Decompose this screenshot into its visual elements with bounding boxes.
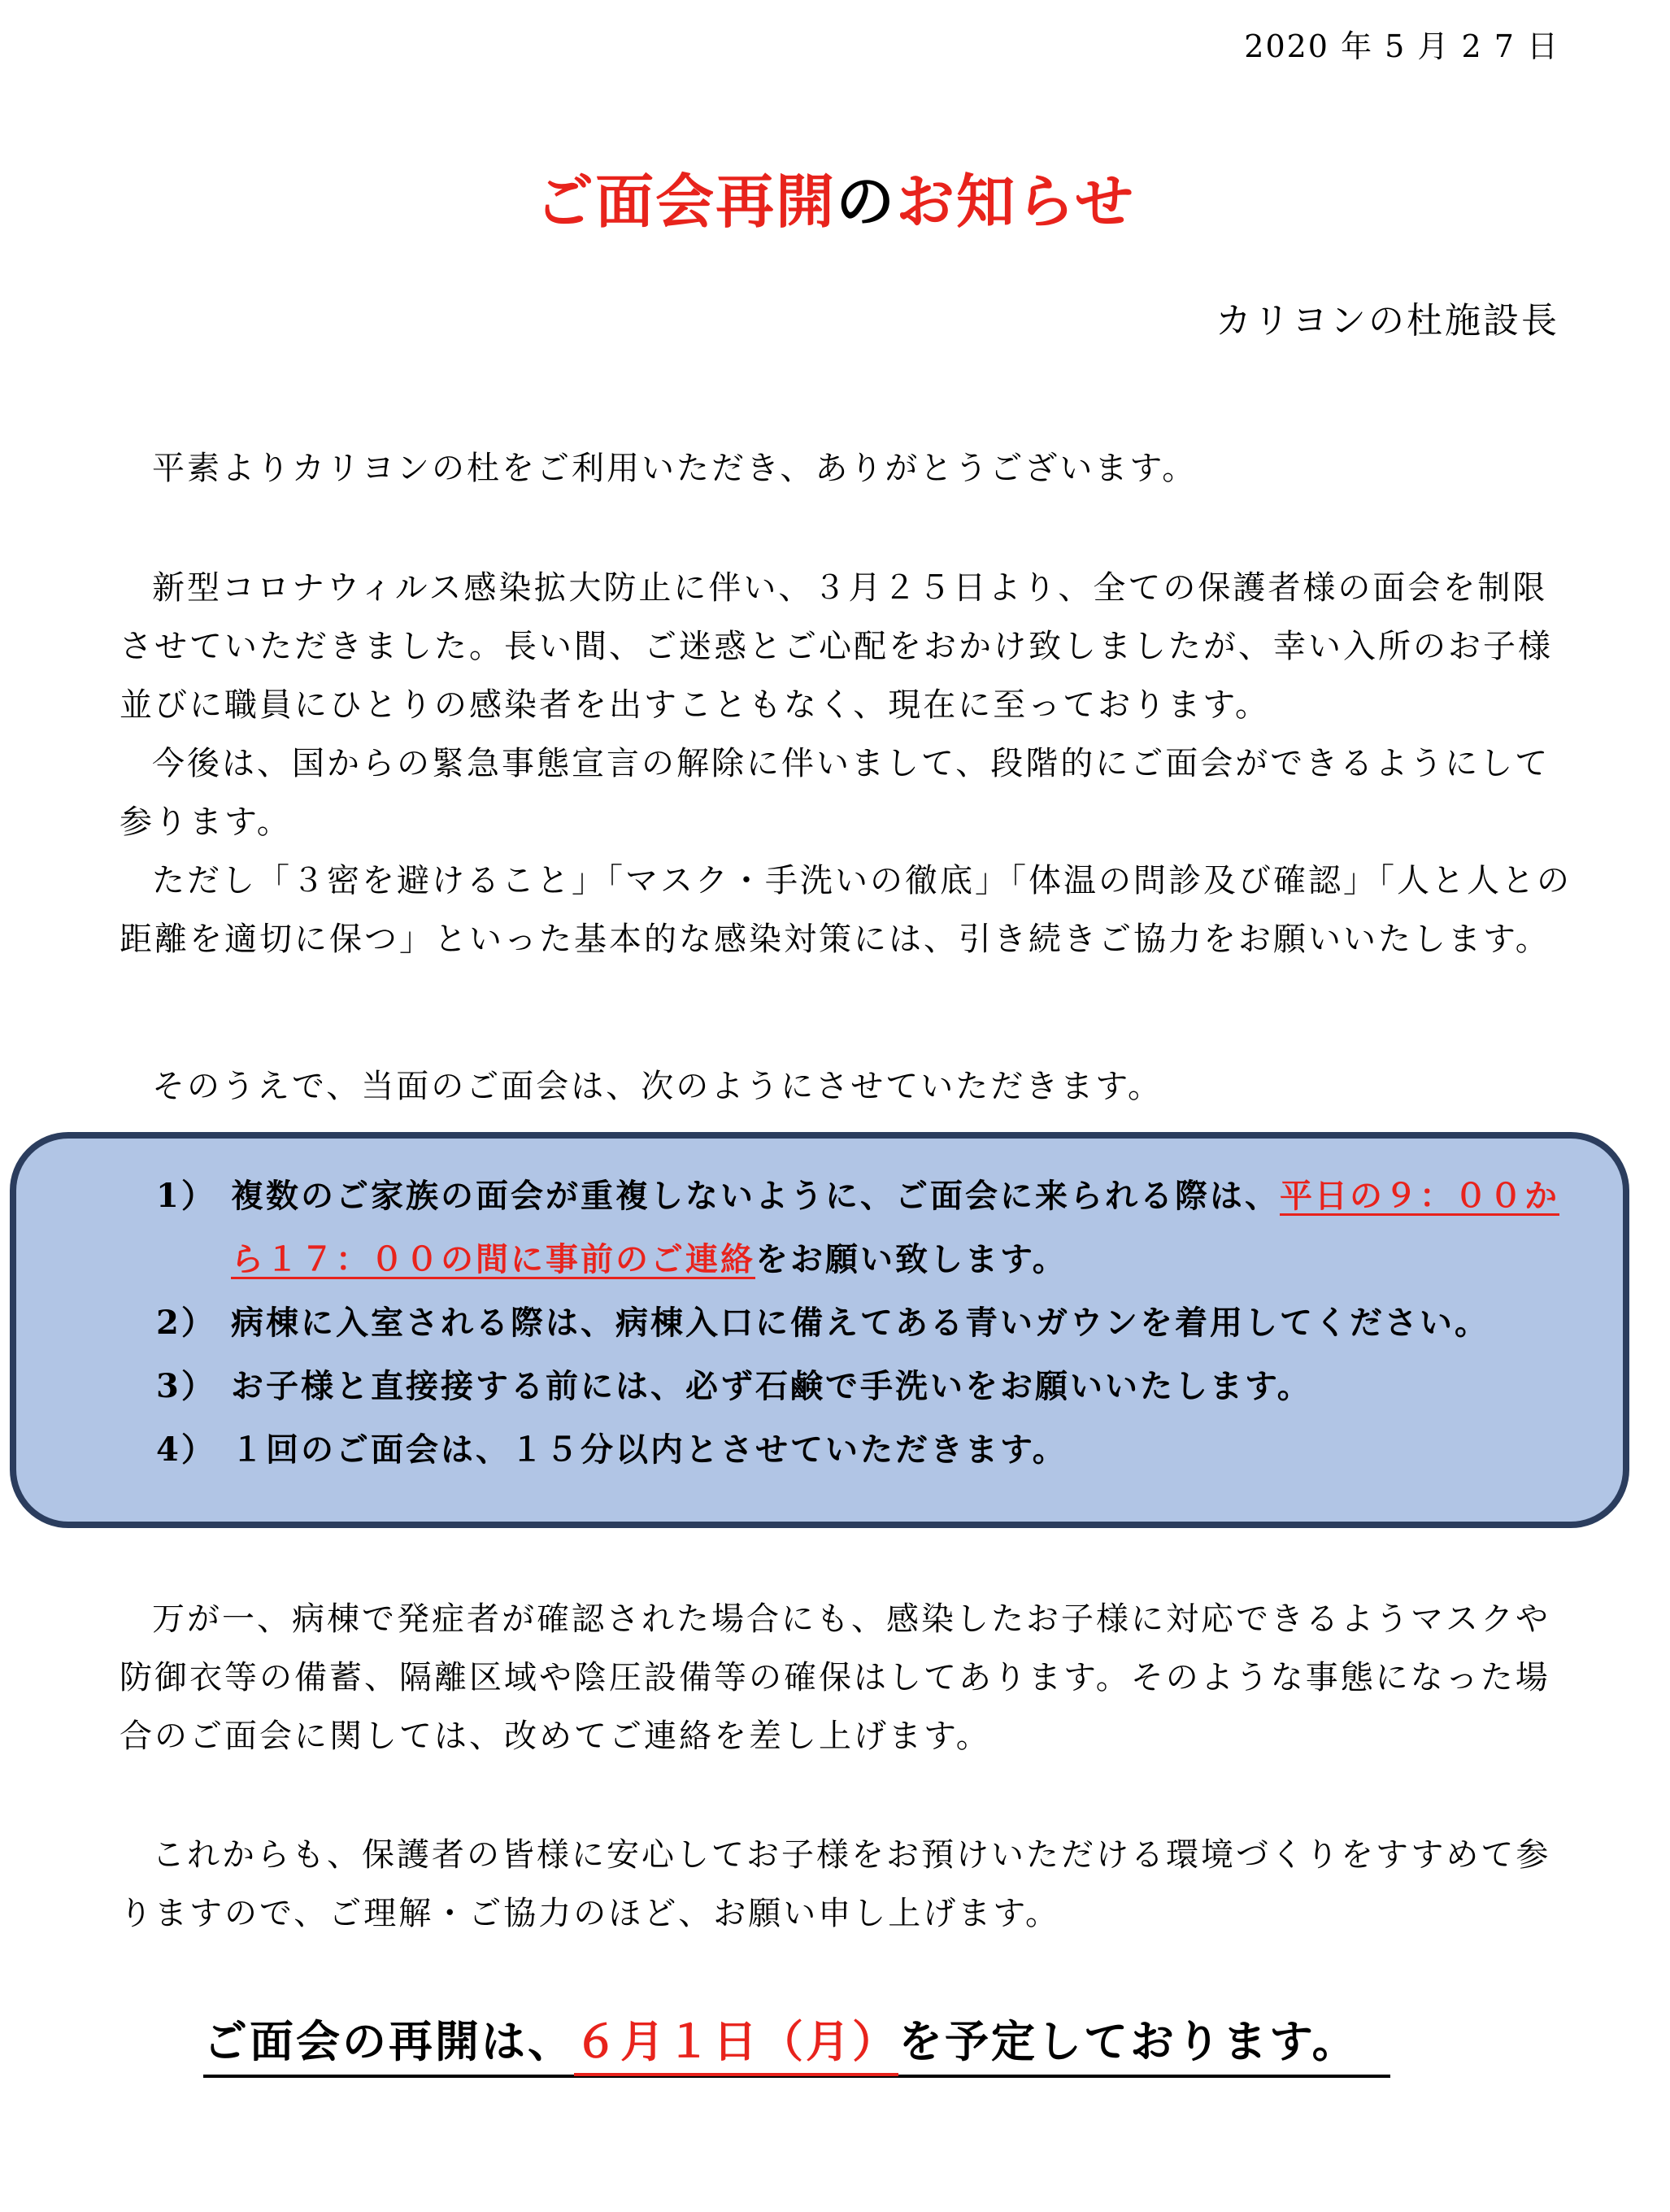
document-date: 2020 年 5 月 2 7 日 bbox=[1244, 28, 1559, 64]
title-part-3: お知らせ bbox=[896, 167, 1135, 236]
precaution-paragraph: ただし「３密を避けること」「マスク・手洗いの徹底」「体温の問診及び確認」「人と人との距離を適切に保つ」といった基本的な感染対策には、引き続きご協力をお願いいたします。 bbox=[120, 862, 1572, 958]
rule-number: 3） bbox=[156, 1367, 216, 1405]
reopening-paragraph: 今後は、国からの緊急事態宣言の解除に伴いまして、段階的にご面会ができるようにして参ります。 bbox=[120, 745, 1550, 841]
closing-paragraph bbox=[120, 1826, 1575, 1943]
closing-after: を予定しております。 bbox=[898, 2015, 1359, 2067]
closing-before: ご面会の再開は、 bbox=[203, 2015, 574, 2067]
rule-1-before: 複数のご家族の面会が重複しないように、ご面会に来られる際は、 bbox=[231, 1177, 1280, 1215]
title-part-2: の bbox=[836, 167, 897, 236]
closing-text: これからも、保護者の皆様に安心してお子様をお預けいただける環境づくりをすすめて参りますので、ご理解・ご協力のほど、お願い申し上げます。 bbox=[120, 1836, 1551, 1932]
rule-text: １回のご面会は、１５分以内とさせていただきます。 bbox=[231, 1430, 1068, 1469]
rule-text: 病棟に入室される際は、病棟入口に備えてある青いガウンを着用してください。 bbox=[231, 1304, 1490, 1342]
intro-rules-paragraph bbox=[120, 1057, 1575, 1116]
rule-item-3 bbox=[156, 1355, 1571, 1418]
rule-item-4 bbox=[156, 1418, 1571, 1482]
emergency-paragraph bbox=[120, 1590, 1575, 1766]
greeting-text: 平素よりカリヨンの杜をご利用いただき、ありがとうございます。 bbox=[152, 450, 1198, 487]
intro-rules-text: そのうえで、当面のご面会は、次のようにさせていただきます。 bbox=[152, 1068, 1163, 1105]
rule-item-1 bbox=[156, 1165, 1571, 1291]
restriction-paragraph: 新型コロナウィルス感染拡大防止に伴い、３月２５日より、全ての保護者様の面会を制限させていただきました。長い間、ご迷惑とご心配をおかけ致しましたが、幸い入所のお子様並びに職員にひとりの感染者を出すこともなく、現在に至っております。 bbox=[120, 569, 1553, 724]
emergency-text: 万が一、病棟で発症者が確認された場合にも、感染したお子様に対応できるようマスクや防御衣等の備蓄、隔離区域や陰圧設備等の確保はしてあります。そのような事態になった場合のご面会に関しては、改めてご連絡を差し上げます。 bbox=[120, 1600, 1550, 1755]
rule-item-2 bbox=[156, 1291, 1571, 1355]
rule-1-highlight: 平日の９：００から１７：００の間に事前のご連絡 bbox=[231, 1177, 1559, 1278]
background-section bbox=[120, 559, 1575, 969]
rule-1-after: をお願い致します。 bbox=[755, 1240, 1068, 1278]
rule-text: お子様と直接接する前には、必ず石鹸で手洗いをお願いいたします。 bbox=[231, 1367, 1312, 1405]
rule-text bbox=[231, 1165, 1571, 1291]
title-part-1: ご面会再開 bbox=[535, 167, 837, 236]
rule-number: 2） bbox=[156, 1304, 216, 1342]
document-sender: カリヨンの杜施設長 bbox=[1216, 300, 1559, 342]
rules-list bbox=[156, 1165, 1571, 1482]
rule-number: 4） bbox=[156, 1430, 216, 1469]
reopening-date-statement bbox=[203, 2007, 1390, 2078]
reopening-date: ６月１日（月） bbox=[574, 2007, 898, 2076]
greeting-paragraph bbox=[120, 439, 1575, 498]
document-title bbox=[0, 155, 1670, 239]
rule-number: 1） bbox=[156, 1177, 216, 1215]
